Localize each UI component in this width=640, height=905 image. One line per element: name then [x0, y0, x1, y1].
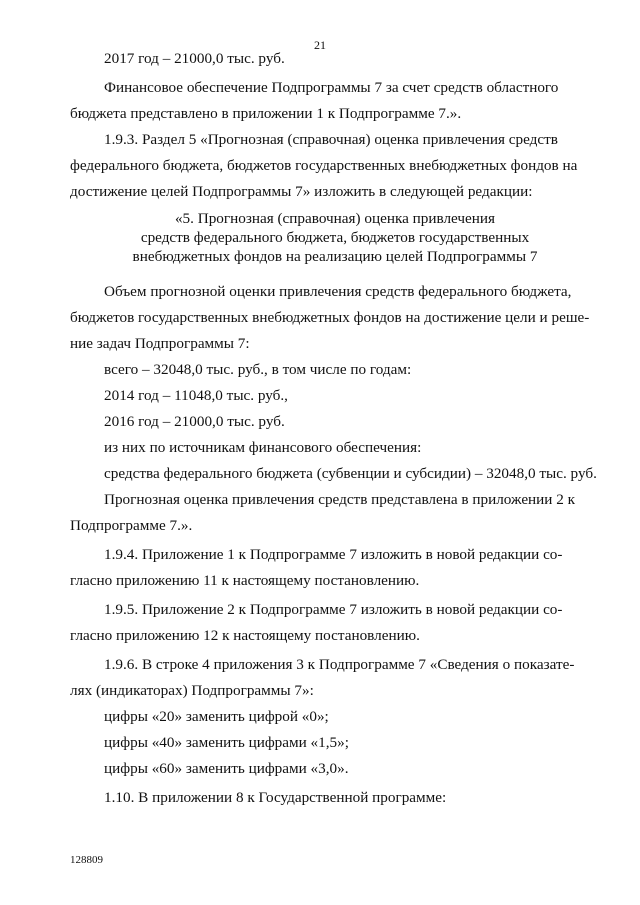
text-line: 2014 год – 11048,0 тыс. руб., — [104, 387, 288, 404]
footer-code: 128809 — [70, 854, 103, 866]
text-line: 1.9.3. Раздел 5 «Прогнозная (справочная) оценка привлечения средств — [104, 131, 558, 148]
section-heading-line: «5. Прогнозная (справочная) оценка привлечения — [174, 210, 496, 227]
page-number: 21 — [314, 38, 326, 52]
text-line: гласно приложению 12 к настоящему постановлению. — [70, 627, 420, 644]
section-heading-line: средств федерального бюджета, бюджетов государственных — [140, 229, 530, 246]
text-line: всего – 32048,0 тыс. руб., в том числе по годам: — [104, 361, 412, 378]
text-line: 1.9.6. В строке 4 приложения 3 к Подпрограмме 7 «Сведения о показате- — [104, 656, 575, 673]
section-heading-line: внебюджетных фондов на реализацию целей Подпрограммы 7 — [132, 248, 538, 265]
text-line: бюджетов государственных внебюджетных фондов на достижение цели и реше- — [70, 309, 590, 326]
text-line: из них по источникам финансового обеспечения: — [104, 439, 422, 456]
text-line: Объем прогнозной оценки привлечения средств федерального бюджета, — [104, 283, 572, 300]
text-line: Подпрограмме 7.». — [70, 517, 193, 534]
text-line: цифры «40» заменить цифрами «1,5»; — [104, 734, 349, 751]
text-line: бюджета представлено в приложении 1 к Подпрограмме 7.». — [70, 105, 462, 122]
text-line: цифры «20» заменить цифрой «0»; — [104, 708, 329, 725]
text-line: Прогнозная оценка привлечения средств представлена в приложении 2 к — [104, 491, 576, 508]
text-line: 1.9.5. Приложение 2 к Подпрограмме 7 изложить в новой редакции со- — [104, 601, 563, 618]
text-line: гласно приложению 11 к настоящему постановлению. — [70, 572, 420, 589]
text-line: 2017 год – 21000,0 тыс. руб. — [104, 50, 285, 67]
text-line: 1.10. В приложении 8 к Государственной программе: — [104, 789, 447, 806]
text-line: 2016 год – 21000,0 тыс. руб. — [104, 413, 285, 430]
text-line: ние задач Подпрограммы 7: — [70, 335, 250, 352]
text-line: средства федерального бюджета (субвенции и субсидии) – 32048,0 тыс. руб. — [104, 465, 597, 482]
text-line: Финансовое обеспечение Подпрограммы 7 за счет средств областного — [104, 79, 559, 96]
text-line: достижение целей Подпрограммы 7» изложить в следующей редакции: — [70, 183, 533, 200]
text-line: федерального бюджета, бюджетов государственных внебюджетных фондов на — [70, 157, 578, 174]
text-line: лях (индикаторах) Подпрограммы 7»: — [70, 682, 314, 699]
text-line: цифры «60» заменить цифрами «3,0». — [104, 760, 349, 777]
text-line: 1.9.4. Приложение 1 к Подпрограмме 7 изложить в новой редакции со- — [104, 546, 563, 563]
